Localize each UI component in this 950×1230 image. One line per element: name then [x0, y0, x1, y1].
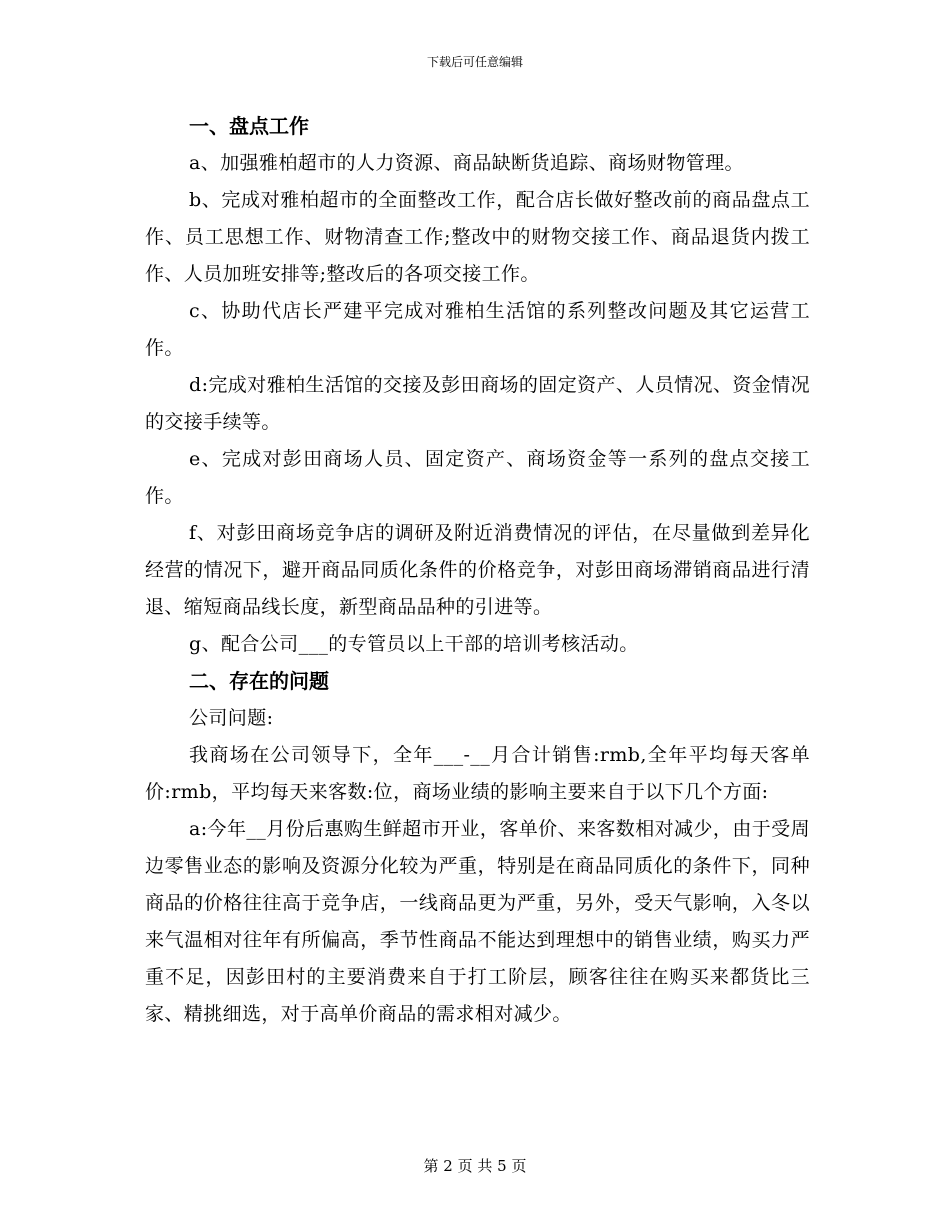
- paragraph-1a: a、加强雅柏超市的人力资源、商品缺断货追踪、商场财物管理。: [189, 152, 744, 174]
- paragraph-1c: c、协助代店长严建平完成对雅柏生活馆的系列整改问题及其它运营工作。: [145, 300, 810, 359]
- section-heading-problems: 二、存在的问题: [189, 669, 329, 693]
- paragraph-1g: g、配合公司___的专管员以上干部的培训考核活动。: [189, 633, 639, 655]
- section-heading-inventory: 一、盘点工作: [189, 114, 309, 138]
- paragraph-2a: a:今年__月份后惠购生鲜超市开业，客单价、来客数相对减少，由于受周边零售业态的影响及资源分化较为严重，特别是在商品同质化的条件下，同种商品的价格往往高于竞争店，一线商品更为严重，另外，受天气影响，入冬以来气温相对往年有所偏高，季节性商品不能达到理想中的销售业绩，购买力严重不足，因彭田村的主要消费来自于打工阶层，顾客往往在购买来都货比三家、精挑细选，对于高单价商品的需求相对减少。: [145, 818, 810, 1025]
- paragraph-sales-summary: 我商场在公司领导下，全年___-__月合计销售:rmb,全年平均每天客单价:rmb，平均每天来客数:位，商场业绩的影响主要来自于以下几个方面:: [145, 744, 810, 803]
- paragraph-1b: b、完成对雅柏超市的全面整改工作，配合店长做好整改前的商品盘点工作、员工思想工作、财物清查工作;整改中的财物交接工作、商品退货内拨工作、人员加班安排等;整改后的各项交接工作。: [145, 189, 810, 285]
- paragraph-1d: d:完成对雅柏生活馆的交接及彭田商场的固定资产、人员情况、资金情况的交接手续等。: [145, 374, 810, 433]
- page-header-note: 下载后可任意编辑: [426, 55, 523, 69]
- page-number: 第 2 页 共 5 页: [423, 1157, 527, 1175]
- paragraph-1f: f、对彭田商场竞争店的调研及附近消费情况的评估，在尽量做到差异化经营的情况下，避开商品同质化条件的价格竞争，对彭田商场滞销商品进行清退、缩短商品线长度，新型商品品种的引进等。: [145, 522, 810, 618]
- paragraph-company-issues-label: 公司问题:: [189, 707, 274, 729]
- document-body: [145, 108, 810, 1033]
- paragraph-1e: e、完成对彭田商场人员、固定资产、商场资金等一系列的盘点交接工作。: [145, 448, 810, 507]
